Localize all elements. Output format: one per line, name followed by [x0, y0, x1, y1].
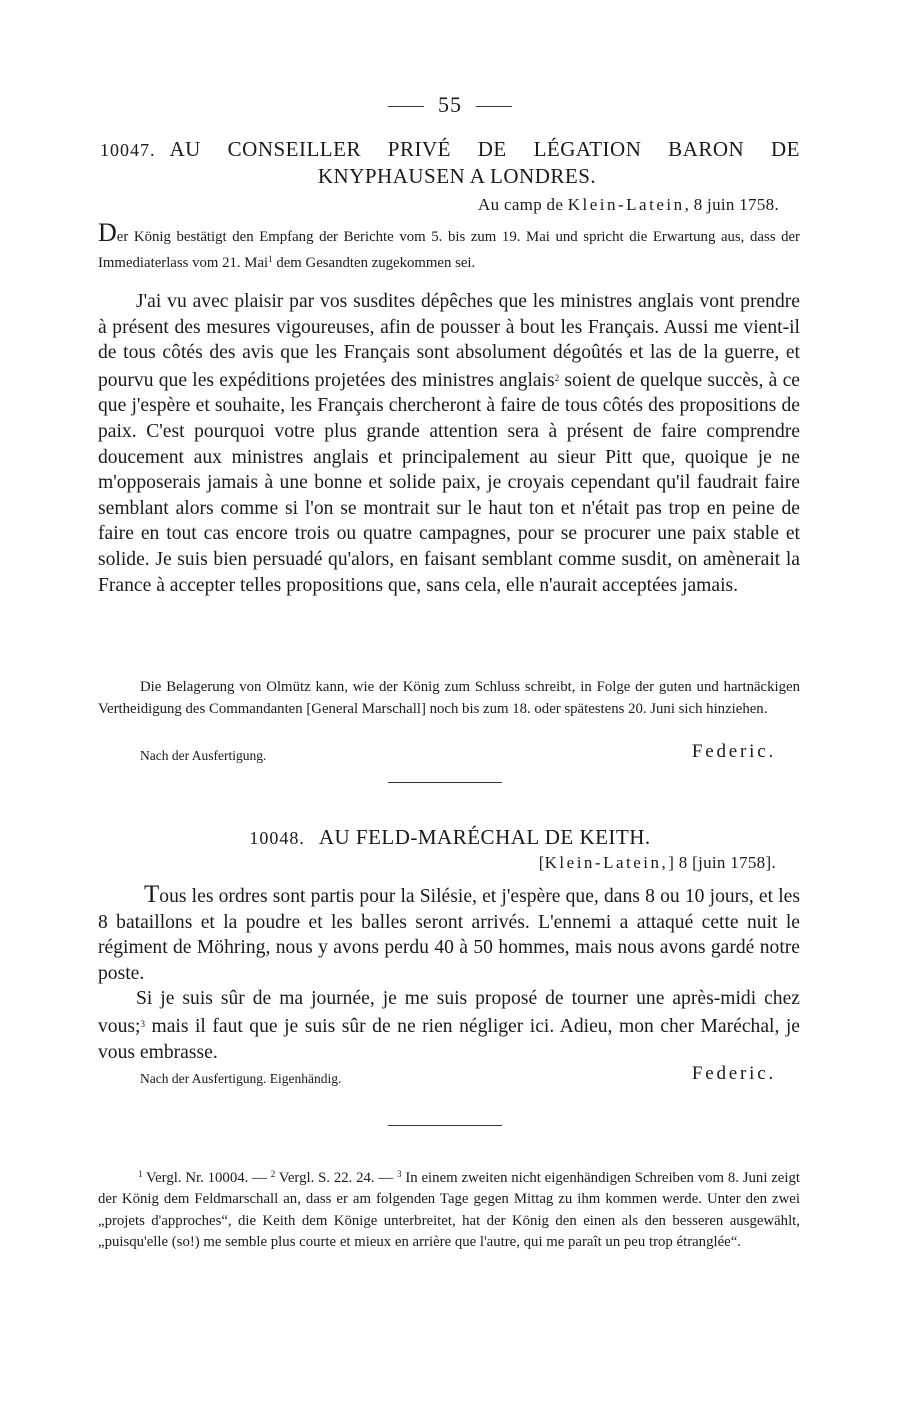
footnote-3: In einem zweiten nicht eigenhändigen Schreiben vom 8. Juni zeigt der König dem Feldmarschall an, dass er am folgenden Tage gegen Mittag zu ihm kommen werde. Unter den zwei „projets d'approches“, die Keith dem Könige unterbreitet, hat der König den einen als den besseren ausgewählt, „puisqu'elle (so!) me semble plus courte et mieux en arrière que l'autre, qui me paraît un peu trop étranglée“. [98, 1170, 800, 1251]
letter-1-title-line2: KNYPHAUSEN A LONDRES. [317, 164, 597, 188]
letter-2-body [98, 882, 800, 1065]
place-date: , 8 juin 1758. [684, 195, 779, 214]
page-number-line [0, 92, 900, 118]
summary-initial: D [98, 218, 117, 247]
summary-text: er König bestätigt den Empfang der Berichte vom 5. bis zum 19. Mai und spricht die Erwartung aus, dass der Immediaterlass vom 21. Mai [98, 229, 800, 271]
letter-1-source: Nach der Ausfertigung. [140, 748, 267, 763]
place-prefix: Au camp de [478, 195, 568, 214]
letter-1-signature: Federic. [691, 741, 776, 762]
footnotes [98, 1164, 800, 1254]
footnote-mark-1: 1 [138, 1169, 143, 1179]
footnote-ref-1: 1 [268, 254, 273, 264]
letter-2-number: 10048. [249, 828, 305, 848]
letter-2-title: AU FELD-MARÉCHAL DE KEITH. [318, 825, 651, 849]
footnote-2: Vergl. S. 22. 24. — [275, 1170, 398, 1186]
summary-end: dem Gesandten zugekommen sei. [272, 255, 476, 271]
letter-1-title-line1: AU CONSEILLER PRIVÉ DE LÉGATION BARON DE [169, 137, 800, 161]
place-name: Klein-Latein [567, 195, 685, 214]
letter-1-place-date [478, 195, 779, 215]
paragraph-initial: T [144, 881, 160, 908]
place-name: Klein-Latein, [544, 853, 669, 872]
letter-2-source: Nach der Ausfertigung. Eigenhändig. [140, 1071, 342, 1086]
rule-right [476, 106, 512, 107]
section-divider [388, 782, 502, 783]
footnote-mark-3: 3 [397, 1169, 402, 1179]
page-number: 55 [438, 92, 462, 117]
letter-1-text-a: J'ai vu avec plaisir par vos susdites dépêches que les ministres anglais vont prendre à présent des mesures vigoureuses, afin de pousser à bout les Français. Aussi me vient-il de tous côtés des avis que les Français sont absolument dégoûtés et las de la guerre, et pourvu que les expéditions projetées des ministres anglais [98, 291, 800, 391]
letter-1-number: 10047. [100, 140, 156, 160]
letter-1-text-b: soient de quelque succès, à ce que j'espère et souhaite, les Français chercheront à faire de tous côtés des propositions de paix. C'est pourquoi votre plus grande attention sera à présent de faire comprendre doucement aux ministres anglais et principalement au sieur Pitt que, quoique je ne m'opposerais jamais à une bonne et solide paix, je croyais cependant qu'il faudrait faire semblant alors comme si l'on se montrait sur le haut ton et n'était pas trop en peine de faire en tout cas encore trois ou quatre campagnes, pour se procurer une paix stable et solide. Je suis bien persuadé qu'alors, en faisant semblant comme susdit, on amènerait la France à accepter telles propositions que, sans cela, elle n'aurait acceptées jamais. [98, 369, 801, 596]
letter-1-heading [100, 136, 800, 189]
footnote-divider [388, 1125, 502, 1126]
footnote-ref-3: 3 [140, 1018, 145, 1029]
letter-1-closing-summary [98, 676, 800, 720]
place-open: [ [538, 853, 545, 872]
letter-1-body [98, 289, 800, 598]
letter-2-paragraph-2b: mais il faut que je suis sûr de ne rien négliger ici. Adieu, mon cher Maréchal, je vous embrasse. [98, 1015, 800, 1063]
footnote-ref-2: 2 [554, 372, 560, 383]
footnote-1: Vergl. Nr. 10004. — [142, 1170, 271, 1186]
letter-1-summary [98, 218, 800, 274]
letter-2-heading [0, 824, 900, 851]
letter-2-paragraph-2a: Si je suis sûr de ma journée, je me suis proposé de tourner une après-midi chez vous; [98, 988, 800, 1037]
letter-2-place-date [539, 853, 776, 873]
place-date: ] 8 [juin 1758]. [668, 853, 776, 872]
rule-left [388, 106, 424, 107]
letter-2-signature: Federic. [691, 1063, 776, 1084]
closing-summary-text: Die Belagerung von Olmütz kann, wie der König zum Schluss schreibt, in Folge der guten und hartnäckigen Vertheidigung des Commandanten [General Marschall] noch bis zum 18. oder spätestens 20. Juni sich hinziehen. [98, 679, 800, 717]
footnote-mark-2: 2 [270, 1169, 276, 1179]
letter-2-paragraph-1: ous les ordres sont partis pour la Silésie, et j'espère que, dans 8 ou 10 jours, et les 8 bataillons et la poudre et les balles seront arrivés. L'ennemi a attaqué cette nuit le régiment de Möhring, nous y avons perdu 40 à 50 hommes, mais nous avons gardé notre poste. [98, 886, 800, 984]
